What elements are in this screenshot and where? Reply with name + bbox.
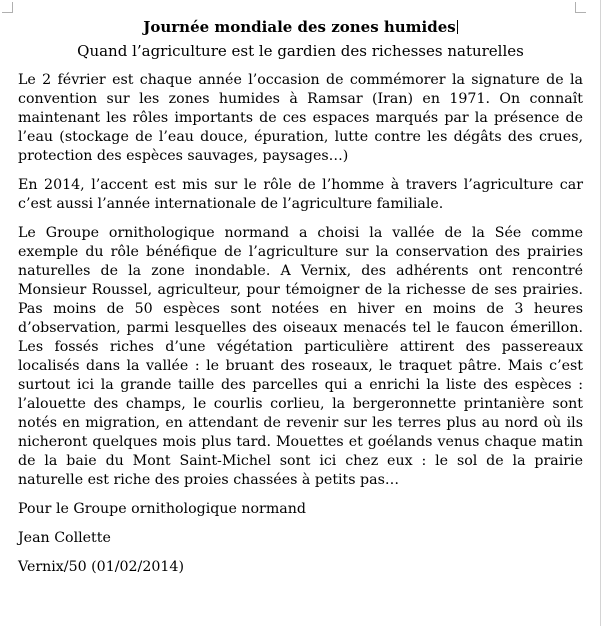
margin-corner-mark [575,2,586,13]
signature-place-date: Vernix/50 (01/02/2014) [18,559,184,575]
signature-author: Jean Collette [18,530,111,546]
paragraph-vernix: Le Groupe ornithologique normand a choisi la vallée de la Sée comme exemple du rôle bénéfique de l’agriculture sur la conservation des prairies naturelles de la zone inondable. A Vernix, des adhérents ont rencontré Monsieur Roussel, agriculteur, pour témoigner de la richesse de ses prairies. Pas moins de 50 espèces sont notées en hiver en moins de 3 heures d’observation, parmi lesquelles des oiseaux menacés tel le faucon émerillon. Les fossés riches d’une végétation particulière attirent des passereaux localisés dans la vallée : le bruant des roseaux, le traquet pâtre. Mais c’est surtout ici la grande taille des parcelles qui a enrichi la liste des espèces : l’alouette des champs, le courlis corlieu, la bergeronnette printanière sont notés en migration, en attendant de revenir sur les terres plus au nord où ils nicheront quelques mois plus tard. Mouettes et goélands venus chaque matin de la baie du Mont Saint-Michel sont ici chez eux : le sol de la prairie naturelle est riche des proies chassées à petits pas… [18,225,583,488]
paragraph-2014: En 2014, l’accent est mis sur le rôle de l’homme à travers l’agriculture car c’est aussi l’année internationale de l’agriculture familiale. [18,177,583,212]
paragraph-ramsar: Le 2 février est chaque année l’occasion de commémorer la signature de la convention sur les zones humides à Ramsar (Iran) en 1971. On connaît maintenant les rôles importants de ces espaces marqués par la présence de l’eau (stockage de l’eau douce, épuration, lutte contre les dégâts des crues, protection des espèces sauvages, paysages…) [18,72,583,164]
document-body[interactable] [18,18,583,587]
text-cursor [457,20,458,34]
document-subtitle: Quand l’agriculture est le gardien des richesses naturelles [77,42,524,60]
margin-corner-mark [2,2,13,13]
document-title: Journée mondiale des zones humides [143,18,456,36]
signature-org: Pour le Groupe ornithologique normand [18,501,306,517]
